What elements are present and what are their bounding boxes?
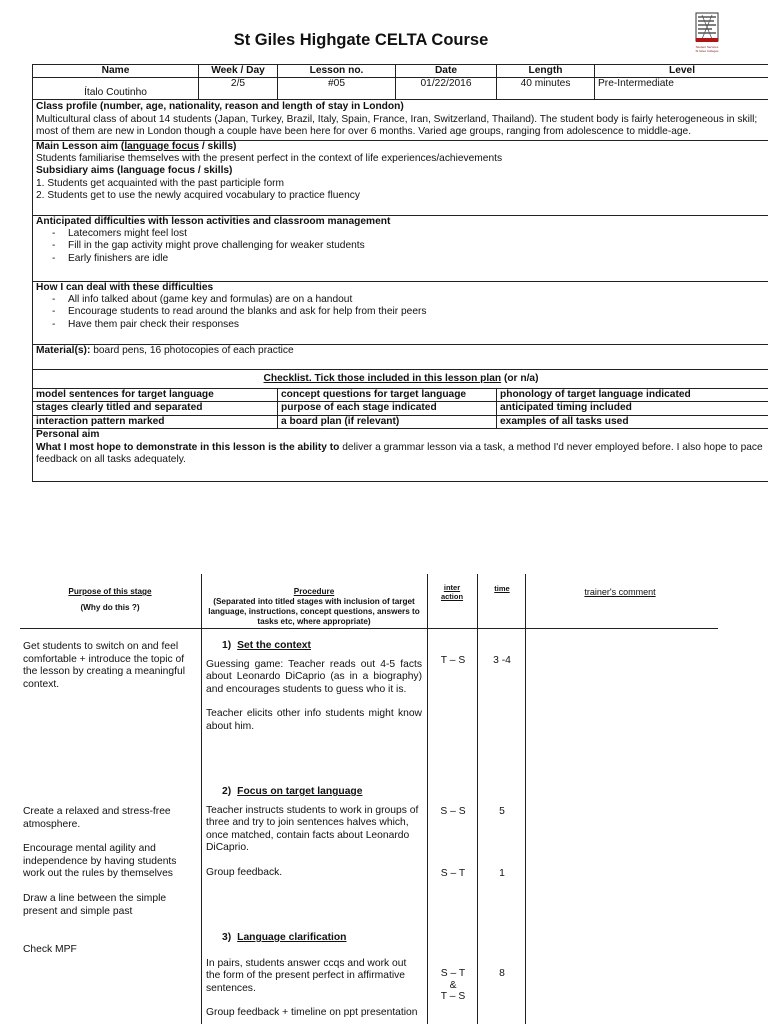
checklist-item: purpose of each stage indicated bbox=[278, 402, 497, 415]
deal-item: - Have them pair check their responses bbox=[52, 319, 766, 331]
stage2-time: 1 bbox=[499, 868, 505, 879]
header-row bbox=[33, 65, 768, 78]
stage3-purpose: Check MPF bbox=[23, 944, 77, 955]
header-values-row bbox=[33, 78, 768, 100]
personal-aim-row bbox=[33, 429, 768, 482]
page-title: St Giles Highgate CELTA Course bbox=[233, 31, 489, 49]
stage2-procedure bbox=[206, 786, 422, 880]
header-rule bbox=[20, 628, 718, 629]
personal-aim-heading: Personal aim bbox=[36, 429, 100, 441]
logo-tagline: Student Services bbox=[695, 45, 719, 49]
personal-aim-text: What I most hope to demonstrate in this lesson is the ability to deliver a grammar lesson via a task, a method I'd never employed before. I also hope to pace feedback on all tasks adequately. bbox=[36, 441, 763, 466]
procedure-header: Procedure (Separated into titled stages with inclusion of target language, instructions, concept questions, answers to tasks etc, where appropriate) bbox=[208, 587, 420, 626]
lesson-plan-table bbox=[32, 64, 768, 482]
difficulty-item: - Latecomers might feel lost bbox=[52, 228, 766, 240]
checklist-item: model sentences for target language bbox=[33, 389, 278, 402]
column-divider bbox=[427, 574, 428, 1024]
stage2-interaction: S – S bbox=[440, 806, 466, 817]
checklist-item: interaction pattern marked bbox=[33, 415, 278, 428]
col-lesson-no: Lesson no. bbox=[278, 65, 396, 78]
interaction-header: inter action bbox=[440, 583, 464, 601]
st-giles-logo-icon bbox=[690, 11, 724, 53]
subsidiary-aim-item: 2. Students get to use the newly acquired vocabulary to practice fluency bbox=[36, 190, 360, 202]
stage2-number: 2) bbox=[222, 786, 232, 797]
main-aim-text: Students familiarise themselves with the present perfect in the context of life experiences/achievements bbox=[36, 153, 503, 165]
stage3-time: 8 bbox=[499, 968, 505, 979]
class-profile-heading: Class profile (number, age, nationality, reason and length of stay in London) bbox=[36, 101, 404, 113]
class-profile-row bbox=[33, 100, 768, 140]
difficulties-heading: Anticipated difficulties with lesson activities and classroom management bbox=[36, 215, 391, 227]
stage3-text: In pairs, students answer ccqs and work out the form of the present perfect in affirmative sentences. bbox=[206, 957, 407, 994]
aims-row bbox=[33, 140, 768, 215]
stage3-text: Group feedback + timeline on ppt presentation bbox=[206, 1007, 418, 1019]
deal-heading: How I can deal with these difficulties bbox=[36, 281, 214, 293]
checklist-item: stages clearly titled and separated bbox=[33, 402, 278, 415]
stage1-purpose: Get students to switch on and feel comfortable + introduce the topic of the lesson by creating a meaningful context. bbox=[23, 641, 185, 690]
materials-row bbox=[33, 344, 768, 369]
level-value: Pre-Intermediate bbox=[595, 78, 768, 100]
checklist-heading: Checklist. Tick those included in this lesson plan bbox=[263, 372, 502, 384]
col-name: Name bbox=[33, 65, 199, 78]
stage3-interaction: S – T & T – S bbox=[440, 968, 466, 1002]
col-length: Length bbox=[497, 65, 595, 78]
stage1-text: Teacher elicits other info students might know about him. bbox=[206, 708, 422, 732]
subsidiary-aims-heading: Subsidiary aims (language focus / skills) bbox=[36, 165, 233, 177]
difficulties-row bbox=[33, 215, 768, 281]
week-day-value: 2/5 bbox=[199, 78, 278, 100]
materials-text: board pens, 16 photocopies of each practice bbox=[93, 344, 294, 356]
stage2-time: 5 bbox=[499, 806, 505, 817]
checklist-item: concept questions for target language bbox=[278, 389, 497, 402]
time-header: time bbox=[494, 584, 510, 593]
checklist-item: phonology of target language indicated bbox=[497, 389, 768, 402]
deal-item: - Encourage students to read around the blanks and ask for help from their peers bbox=[52, 306, 766, 318]
stage1-interaction: T – S bbox=[440, 655, 466, 666]
column-divider bbox=[477, 574, 478, 1024]
stage2-text: Group feedback. bbox=[206, 866, 283, 878]
stage1-number: 1) bbox=[222, 640, 232, 651]
checklist-item: examples of all tasks used bbox=[497, 415, 768, 428]
checklist-item: anticipated timing included bbox=[497, 402, 768, 415]
checklist-row bbox=[33, 402, 768, 415]
teacher-name: Ítalo Coutinho bbox=[33, 78, 199, 100]
stage3-number: 3) bbox=[222, 932, 232, 943]
checklist-row bbox=[33, 389, 768, 402]
difficulty-item: - Fill in the gap activity might prove challenging for weaker students bbox=[52, 240, 766, 252]
subsidiary-aim-item: 1. Students get acquainted with the past participle form bbox=[36, 177, 285, 189]
checklist-heading-row bbox=[33, 369, 768, 388]
stage2-text: Teacher instructs students to work in groups of three and try to join sentences halves which, once matched, contain facts about Leonardo DiCaprio. bbox=[206, 804, 419, 854]
purpose-header: Purpose of this stage (Why do this ?) bbox=[68, 587, 152, 612]
column-divider bbox=[201, 574, 202, 1024]
main-aim-heading: Main Lesson aim (language focus / skills) bbox=[36, 140, 237, 152]
stage2-purpose: Create a relaxed and stress-free atmosphere. Encourage mental agility and independence by having students work out the rules by themselves Draw a line between the simple present and simple past bbox=[23, 806, 177, 917]
stage2-title: Focus on target language bbox=[237, 786, 363, 797]
date-value: 01/22/2016 bbox=[396, 78, 497, 100]
stage1-title: Set the context bbox=[237, 640, 311, 651]
stage1-text: Guessing game: Teacher reads out 4-5 facts about Leonardo DiCaprio (as in a biography) and encourages students to guess who it is. bbox=[206, 658, 422, 695]
deal-item: - All info talked about (game key and formulas) are on a handout bbox=[52, 294, 766, 306]
stage1-procedure bbox=[206, 640, 422, 734]
class-profile-text: Multicultural class of about 14 students (Japan, Turkey, Brazil, Italy, Spain, France, Iran, Switzerland, Thailand). The student body is fairly heterogeneous in skill; most of them are new in London though a couple have been here for over 6 months. Varied age groups, ranging from adolescence to middle-age. bbox=[36, 113, 758, 138]
logo-tagline: St Giles Colleges bbox=[695, 49, 719, 53]
checklist-item: a board plan (if relevant) bbox=[278, 415, 497, 428]
stage1-time: 3 -4 bbox=[493, 655, 511, 666]
checklist-row bbox=[33, 415, 768, 428]
col-date: Date bbox=[396, 65, 497, 78]
deal-row bbox=[33, 281, 768, 344]
stage3-procedure bbox=[206, 932, 422, 1020]
stage3-title: Language clarification bbox=[237, 932, 347, 943]
difficulty-item: - Early finishers are idle bbox=[52, 253, 766, 265]
column-divider bbox=[525, 574, 526, 1024]
trainer-comment-header: trainer's comment bbox=[584, 587, 656, 597]
col-level: Level bbox=[595, 65, 768, 78]
checklist-heading-suffix: (or n/a) bbox=[501, 372, 539, 384]
stage2-interaction: S – T bbox=[440, 868, 466, 879]
length-value: 40 minutes bbox=[497, 78, 595, 100]
materials-label: Material(s): bbox=[36, 344, 91, 356]
lesson-no-value: #05 bbox=[278, 78, 396, 100]
col-week-day: Week / Day bbox=[199, 65, 278, 78]
